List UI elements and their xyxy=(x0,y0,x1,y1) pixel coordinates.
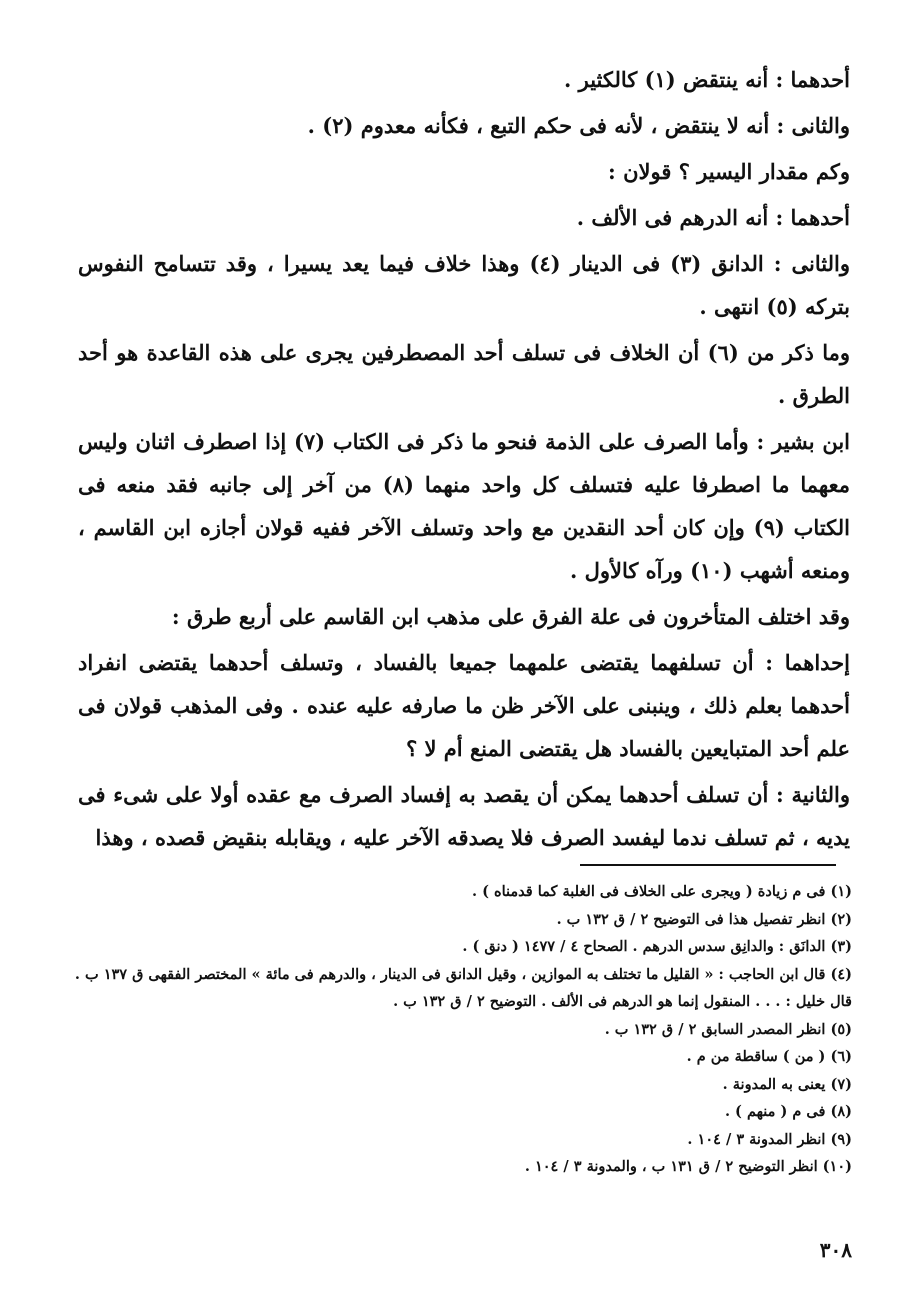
paragraph: وكم مقدار اليسير ؟ قولان : xyxy=(608,159,850,184)
footnote: (٢) انظر تفصيل هذا فى التوضيح ٢ / ق ١٣٢ ب . xyxy=(556,910,852,928)
paragraph: إحداهما : أن تسلفهما يقتضى علمهما جميعا بالفساد ، وتسلف أحدهما يقتضى انفراد أحدهما بعلم ذلك ، وينبنى على الآخر ظن ما صارفه عليه عنده . وفى المذهب قولان فى علم أحد المتبايعين بالفساد هل يقتضى المنع أم لا ؟ xyxy=(78,650,850,761)
footnote: (٧) يعنى به المدونة . xyxy=(722,1075,852,1093)
footnote: (٩) انظر المدونة ٣ / ١٠٤ . xyxy=(687,1130,852,1148)
main-text xyxy=(78,58,850,862)
footnote: (٦) ( من ) ساقطة من م . xyxy=(686,1048,852,1065)
paragraph: والثانى : الدانق (٣) فى الدينار (٤) وهذا خلاف فيما يعد يسيرا ، وقد تتسامح النفوس بتركه (٥) انتهى . xyxy=(78,251,850,319)
paragraph: أحدهما : أنه ينتقض (١) كالكثير . xyxy=(563,67,850,92)
footnote: (١٠) انظر التوضيح ٢ / ق ١٣١ ب ، والمدونة ٣ / ١٠٤ . xyxy=(524,1158,852,1175)
footnote: (٣) الدانَق : والدانِق سدس الدرهم . الصحاح ٤ / ١٤٧٧ ( دنق ) . xyxy=(462,938,852,955)
footnote: (١) فى م زيادة ( ويجرى على الخلاف فى الغلبة كما قدمناه ) . xyxy=(471,883,852,900)
paragraph: وقد اختلف المتأخرون فى علة الفرق على مذهب ابن القاسم على أربع طرق : xyxy=(171,604,850,629)
paragraph: أحدهما : أنه الدرهم فى الألف . xyxy=(576,205,850,230)
footnote-separator xyxy=(580,864,836,866)
footnotes xyxy=(62,878,852,1181)
paragraph: والثانية : أن تسلف أحدهما يمكن أن يقصد به إفساد الصرف مع عقده أولا على شىء فى يديه ، ثم تسلف ندما ليفسد الصرف فلا يصدقه الآخر عليه ، ويقابله بنقيض قصده ، وهذا xyxy=(78,782,850,850)
footnote: (٨) فى م ( منهم ) . xyxy=(724,1103,852,1120)
footnote: (٥) انظر المصدر السابق ٢ / ق ١٣٢ ب . xyxy=(604,1020,852,1038)
paragraph: وما ذكر من (٦) أن الخلاف فى تسلف أحد المصطرفين يجرى على هذه القاعدة هو أحد الطرق . xyxy=(78,340,850,408)
footnote: (٤) قال ابن الحاجب : « القليل ما تختلف به الموازين ، وقيل الدانق فى الدينار ، والدرهم فى مائة » المختصر الفقهى ق ١٣٧ ب . قال خليل : . . . المنقول إنما هو الدرهم فى الألف . التوضيح ٢ / ق ١٣٢ ب . xyxy=(74,965,852,1010)
page-number: ٣٠٨ xyxy=(819,1238,852,1262)
paragraph: والثانى : أنه لا ينتقض ، لأنه فى حكم التبع ، فكأنه معدوم (٢) . xyxy=(307,113,850,138)
paragraph: ابن بشير : وأما الصرف على الذمة فنحو ما ذكر فى الكتاب (٧) إذا اصطرف اثنان وليس معهما ما اصطرفا عليه فتسلف كل واحد منهما (٨) من آخر إلى جانبه فقد منعه فى الكتاب (٩) وإن كان أحد النقدين مع واحد وتسلف الآخر ففيه قولان أجازه ابن القاسم ، ومنعه أشهب (١٠) ورآه كالأول . xyxy=(78,429,851,583)
